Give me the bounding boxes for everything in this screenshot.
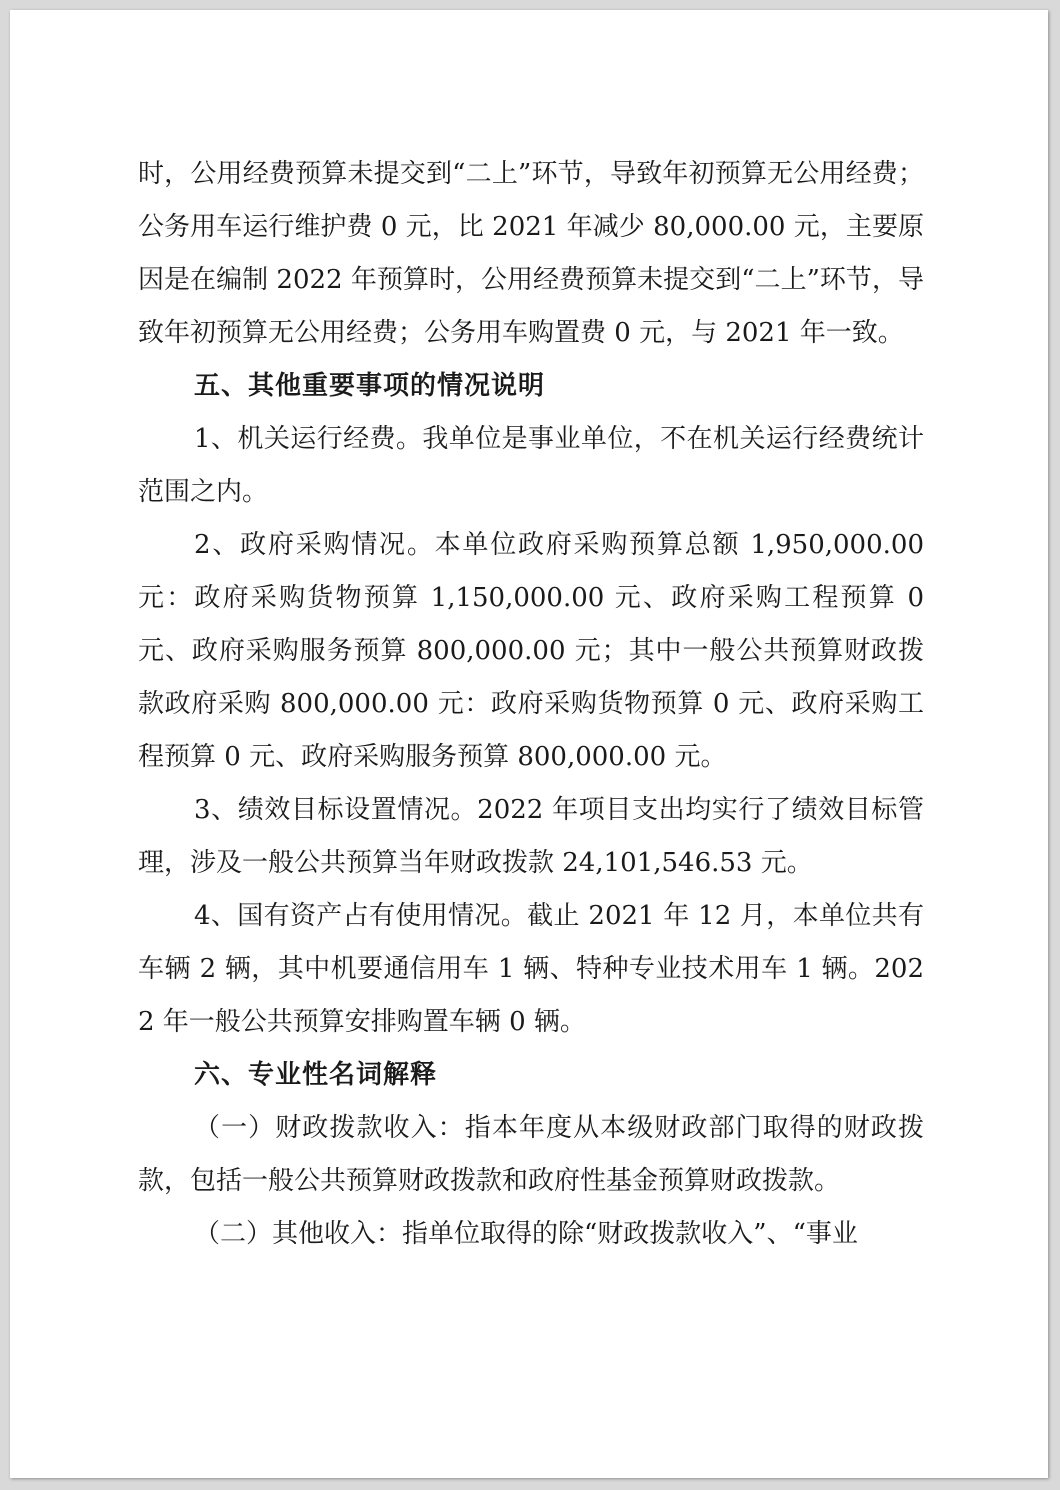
paragraph-public-funds-continued: 时，公用经费预算未提交到“二上”环节，导致年初预算无公用经费；公务用车运行维护费 0 元，比 2021 年减少 80,000.00 元，主要原因是在编制 2022 年预算时，公用经费预算未提交到“二上”环节，导致年初预算无公用经费；公务用车购置费 0 元，与 2021 年一致。 [138,159,924,348]
section-heading-terminology: 六、专业性名词解释 [194,1060,438,1090]
paragraph-fiscal-appropriation-income: （一）财政拨款收入：指本年度从本级财政部门取得的财政拨款，包括一般公共预算财政拨款和政府性基金预算财政拨款。 [138,1113,924,1196]
paragraph-operating-expenses: 1、机关运行经费。我单位是事业单位，不在机关运行经费统计范围之内。 [138,424,924,507]
paragraph-state-assets: 4、国有资产占有使用情况。截止 2021 年 12 月，本单位共有车辆 2 辆，其中机要通信用车 1 辆、特种专业技术用车 1 辆。2022 年一般公共预算安排购置车辆 0 辆。 [138,901,924,1037]
section-heading-other-matters: 五、其他重要事项的情况说明 [194,371,546,401]
document-body [138,148,924,1261]
document-page [10,10,1048,1478]
paragraph-other-income: （二）其他收入：指单位取得的除“财政拨款收入”、“事业 [194,1219,858,1249]
paragraph-government-procurement: 2、政府采购情况。本单位政府采购预算总额 1,950,000.00 元：政府采购货物预算 1,150,000.00 元、政府采购工程预算 0 元、政府采购服务预算 800,000.00 元；其中一般公共预算财政拨款政府采购 800,000.00 元：政府采购货物预算 0 元、政府采购工程预算 0 元、政府采购服务预算 800,000.00 元。 [138,530,924,772]
paragraph-performance-targets: 3、绩效目标设置情况。2022 年项目支出均实行了绩效目标管理，涉及一般公共预算当年财政拨款 24,101,546.53 元。 [138,795,924,878]
